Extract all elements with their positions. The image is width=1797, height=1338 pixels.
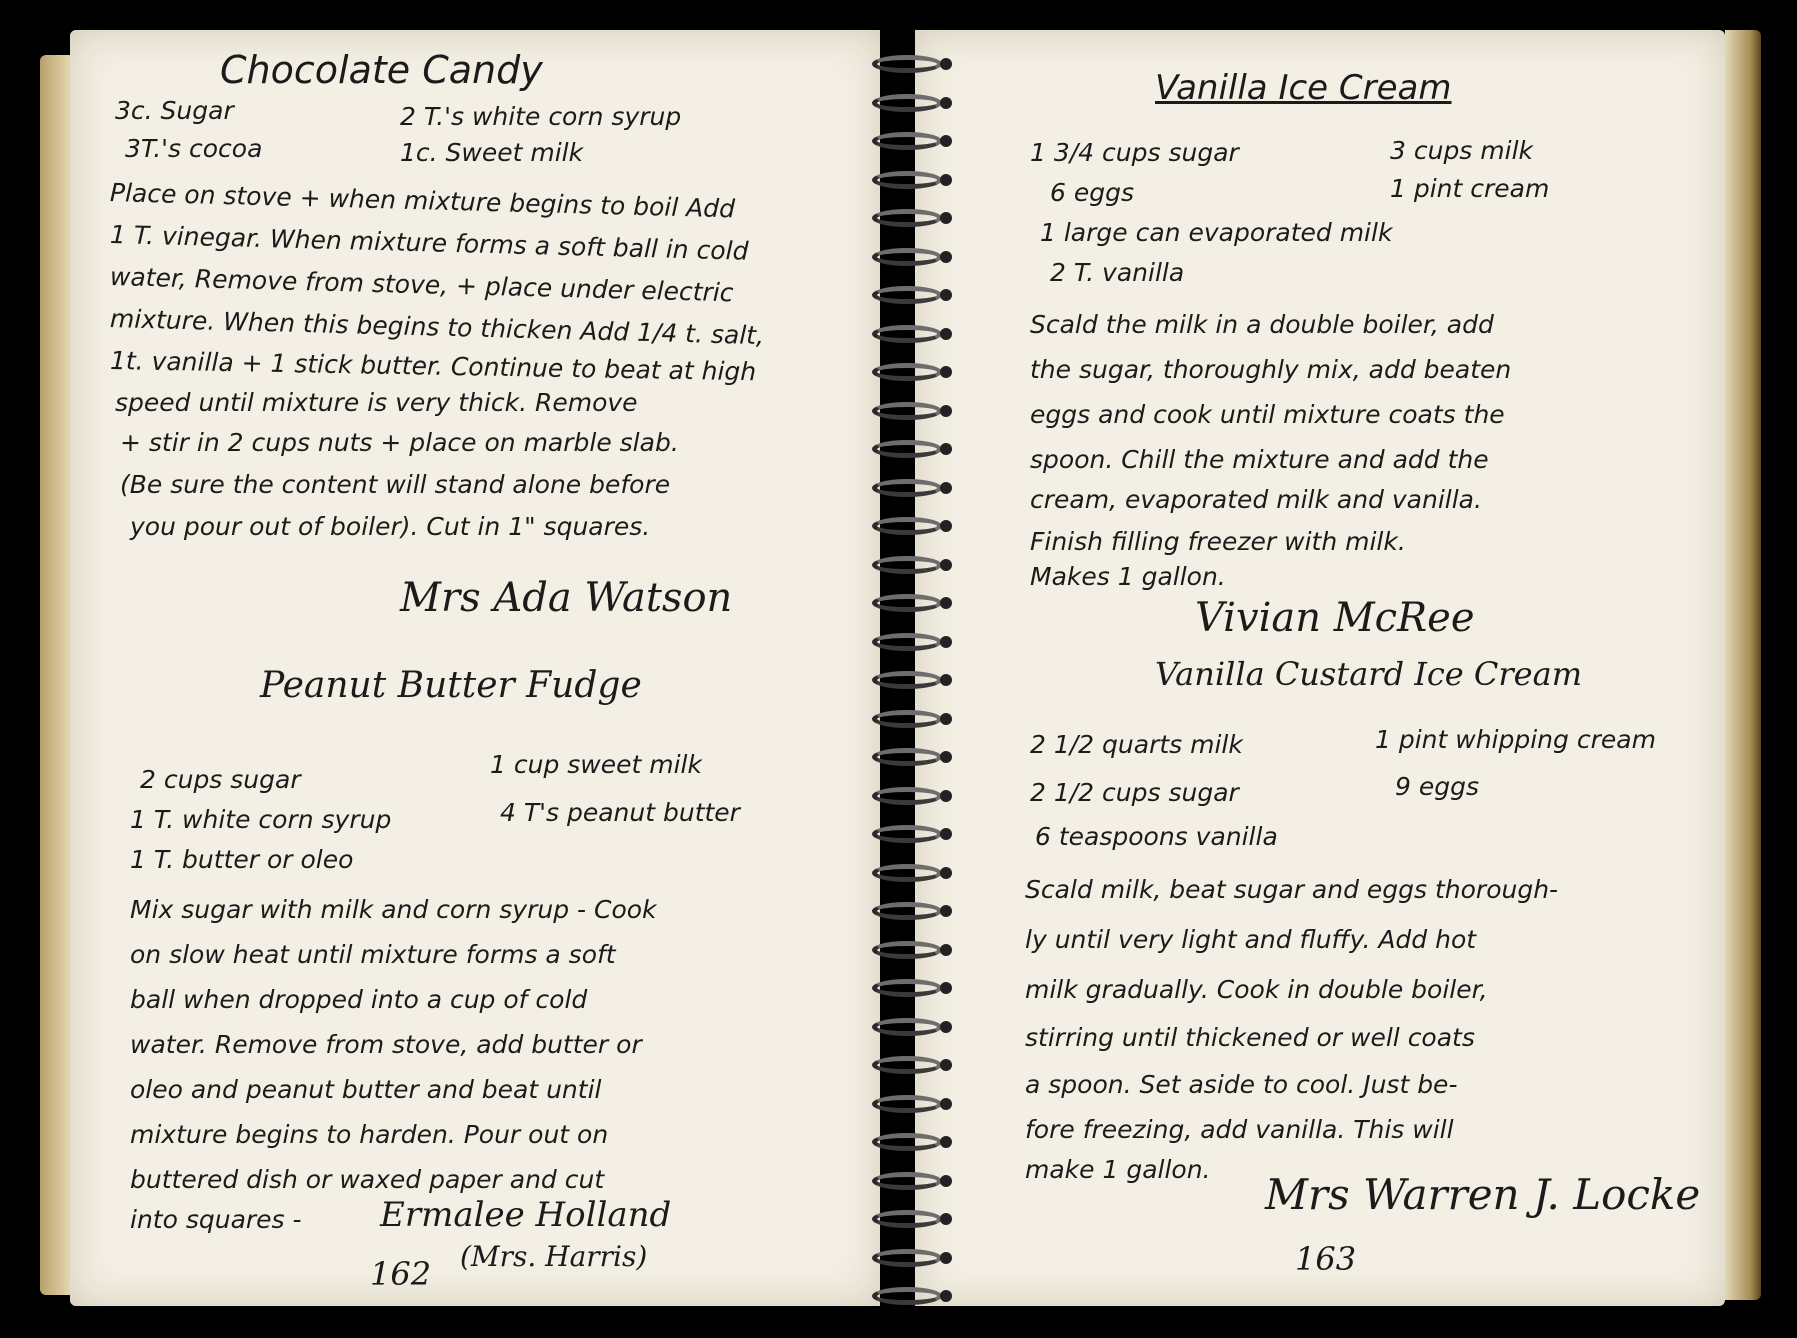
punch-hole <box>940 1213 952 1225</box>
recipe-title-vanilla-custard-ice-cream: Vanilla Custard Ice Cream <box>1155 655 1583 693</box>
punch-hole <box>940 97 952 109</box>
direction-line: oleo and peanut butter and beat until <box>130 1075 602 1104</box>
punch-hole <box>940 905 952 917</box>
ingredient: 1 cup sweet milk <box>490 750 702 779</box>
ingredient: 2 1/2 quarts milk <box>1030 730 1243 759</box>
spiral-coil <box>872 556 942 574</box>
punch-hole <box>940 828 952 840</box>
signature-mrs-warren-j-locke: Mrs Warren J. Locke <box>1265 1170 1701 1219</box>
spiral-coil <box>872 1249 942 1267</box>
ingredient: 1 large can evaporated milk <box>1040 218 1393 247</box>
punch-hole <box>940 328 952 340</box>
punch-hole <box>940 1252 952 1264</box>
spiral-coil <box>872 902 942 920</box>
direction-line: stirring until thickened or well coats <box>1025 1023 1475 1052</box>
direction-line: cream, evaporated milk and vanilla. <box>1030 485 1482 514</box>
spiral-coil <box>872 594 942 612</box>
spiral-coil <box>872 710 942 728</box>
punch-hole <box>940 1290 952 1302</box>
punch-hole <box>940 366 952 378</box>
ingredient: 2 T. vanilla <box>1050 258 1185 287</box>
direction-line: Makes 1 gallon. <box>1030 562 1226 591</box>
ingredient: 6 teaspoons vanilla <box>1035 822 1278 851</box>
recipe-title-peanut-butter-fudge: Peanut Butter Fudge <box>260 665 642 706</box>
page-number-left: 162 <box>370 1255 432 1293</box>
punch-hole <box>940 251 952 263</box>
spiral-coil <box>872 941 942 959</box>
right-page <box>915 30 1725 1306</box>
signature-ada-watson: Mrs Ada Watson <box>400 575 733 621</box>
spiral-coil <box>872 248 942 266</box>
spiral-coil <box>872 748 942 766</box>
spiral-coil <box>872 825 942 843</box>
spiral-coil <box>872 479 942 497</box>
direction-line: + stir in 2 cups nuts + place on marble slab. <box>120 428 679 457</box>
ingredient: 3c. Sugar <box>115 96 234 125</box>
direction-line: 1t. vanilla + 1 stick butter. Continue to beat at high <box>109 346 757 387</box>
ingredient: 3T.'s cocoa <box>125 134 263 163</box>
spiral-coil <box>872 94 942 112</box>
spiral-coil <box>872 979 942 997</box>
ingredient: 6 eggs <box>1050 178 1134 207</box>
page-number-right: 163 <box>1295 1240 1357 1278</box>
punch-hole <box>940 674 952 686</box>
spiral-coil <box>872 286 942 304</box>
signature-ermalee-holland: Ermalee Holland <box>380 1195 672 1235</box>
spiral-coil <box>872 1018 942 1036</box>
direction-line: eggs and cook until mixture coats the <box>1030 400 1505 429</box>
ingredient: 4 T's peanut butter <box>500 798 740 827</box>
punch-hole <box>940 713 952 725</box>
ingredient: 1 pint cream <box>1390 174 1550 203</box>
punch-hole <box>940 1175 952 1187</box>
punch-hole <box>940 58 952 70</box>
direction-line: buttered dish or waxed paper and cut <box>130 1165 605 1194</box>
spiral-coil <box>872 864 942 882</box>
direction-line: spoon. Chill the mixture and add the <box>1030 445 1489 474</box>
recipe-title-vanilla-ice-cream: Vanilla Ice Cream <box>1155 68 1452 108</box>
punch-hole <box>940 212 952 224</box>
ingredient: 2 T.'s white corn syrup <box>400 102 682 131</box>
punch-hole <box>940 1021 952 1033</box>
spiral-coil <box>872 1287 942 1305</box>
direction-line: Finish filling freezer with milk. <box>1030 527 1406 556</box>
punch-hole <box>940 1059 952 1071</box>
ingredient: 1 pint whipping cream <box>1375 725 1656 754</box>
page-stack-right <box>1725 30 1761 1300</box>
punch-hole <box>940 289 952 301</box>
spiral-coil <box>872 132 942 150</box>
punch-hole <box>940 482 952 494</box>
punch-hole <box>940 559 952 571</box>
direction-line: a spoon. Set aside to cool. Just be- <box>1025 1070 1458 1099</box>
spiral-coil <box>872 440 942 458</box>
ingredient: 1 T. white corn syrup <box>130 805 392 834</box>
direction-line: on slow heat until mixture forms a soft <box>130 940 616 969</box>
direction-line: mixture. When this begins to thicken Add 1/4 t. salt, <box>109 304 765 351</box>
punch-hole <box>940 597 952 609</box>
punch-hole <box>940 751 952 763</box>
direction-line: Place on stove + when mixture begins to boil Add <box>109 178 736 224</box>
direction-line: milk gradually. Cook in double boiler, <box>1025 975 1488 1004</box>
punch-hole <box>940 443 952 455</box>
spiral-coil <box>872 325 942 343</box>
spiral-coil <box>872 1172 942 1190</box>
punch-hole <box>940 944 952 956</box>
punch-hole <box>940 1098 952 1110</box>
punch-hole <box>940 405 952 417</box>
ingredient: 1 3/4 cups sugar <box>1030 138 1239 167</box>
spiral-coil <box>872 1095 942 1113</box>
direction-line: into squares - <box>130 1205 302 1234</box>
direction-line: ball when dropped into a cup of cold <box>130 985 588 1014</box>
direction-line: 1 T. vinegar. When mixture forms a soft ball in cold <box>109 220 749 266</box>
punch-hole <box>940 867 952 879</box>
spiral-coil <box>872 787 942 805</box>
ingredient: 1 T. butter or oleo <box>130 845 354 874</box>
spiral-coil <box>872 209 942 227</box>
spiral-coil <box>872 1133 942 1151</box>
direction-line: (Be sure the content will stand alone before <box>120 470 671 499</box>
spiral-coil <box>872 1056 942 1074</box>
punch-hole <box>940 520 952 532</box>
direction-line: fore freezing, add vanilla. This will <box>1025 1115 1454 1144</box>
direction-line: the sugar, thoroughly mix, add beaten <box>1030 355 1512 384</box>
ingredient: 2 cups sugar <box>140 765 301 794</box>
spiral-coil <box>872 55 942 73</box>
recipe-title-chocolate-candy: Chocolate Candy <box>220 48 543 92</box>
direction-line: Scald milk, beat sugar and eggs thorough- <box>1025 875 1559 904</box>
punch-hole <box>940 636 952 648</box>
spiral-coil <box>872 671 942 689</box>
direction-line: Scald the milk in a double boiler, add <box>1030 310 1494 339</box>
spiral-coil <box>872 402 942 420</box>
left-page <box>70 30 880 1306</box>
direction-line: ly until very light and fluffy. Add hot <box>1025 925 1477 954</box>
direction-line: you pour out of boiler). Cut in 1" squares. <box>130 512 651 541</box>
signature-subtitle: (Mrs. Harris) <box>460 1240 648 1273</box>
spiral-coil <box>872 633 942 651</box>
direction-line: water, Remove from stove, + place under electric <box>109 262 734 308</box>
ingredient: 2 1/2 cups sugar <box>1030 778 1239 807</box>
direction-line: Mix sugar with milk and corn syrup - Cook <box>130 895 657 924</box>
direction-line: make 1 gallon. <box>1025 1155 1211 1184</box>
page-stack-left <box>40 55 70 1295</box>
punch-hole <box>940 174 952 186</box>
spiral-coil <box>872 171 942 189</box>
direction-line: water. Remove from stove, add butter or <box>130 1030 642 1059</box>
spiral-coil <box>872 1210 942 1228</box>
punch-hole <box>940 790 952 802</box>
punch-hole <box>940 982 952 994</box>
ingredient: 9 eggs <box>1395 772 1479 801</box>
ingredient: 3 cups milk <box>1390 136 1534 165</box>
spiral-coil <box>872 363 942 381</box>
punch-hole <box>940 135 952 147</box>
direction-line: mixture begins to harden. Pour out on <box>130 1120 609 1149</box>
ingredient: 1c. Sweet milk <box>400 138 584 167</box>
punch-hole <box>940 1136 952 1148</box>
direction-line: speed until mixture is very thick. Remove <box>115 388 638 417</box>
signature-vivian-mcree: Vivian McRee <box>1195 595 1475 641</box>
spiral-coil <box>872 517 942 535</box>
